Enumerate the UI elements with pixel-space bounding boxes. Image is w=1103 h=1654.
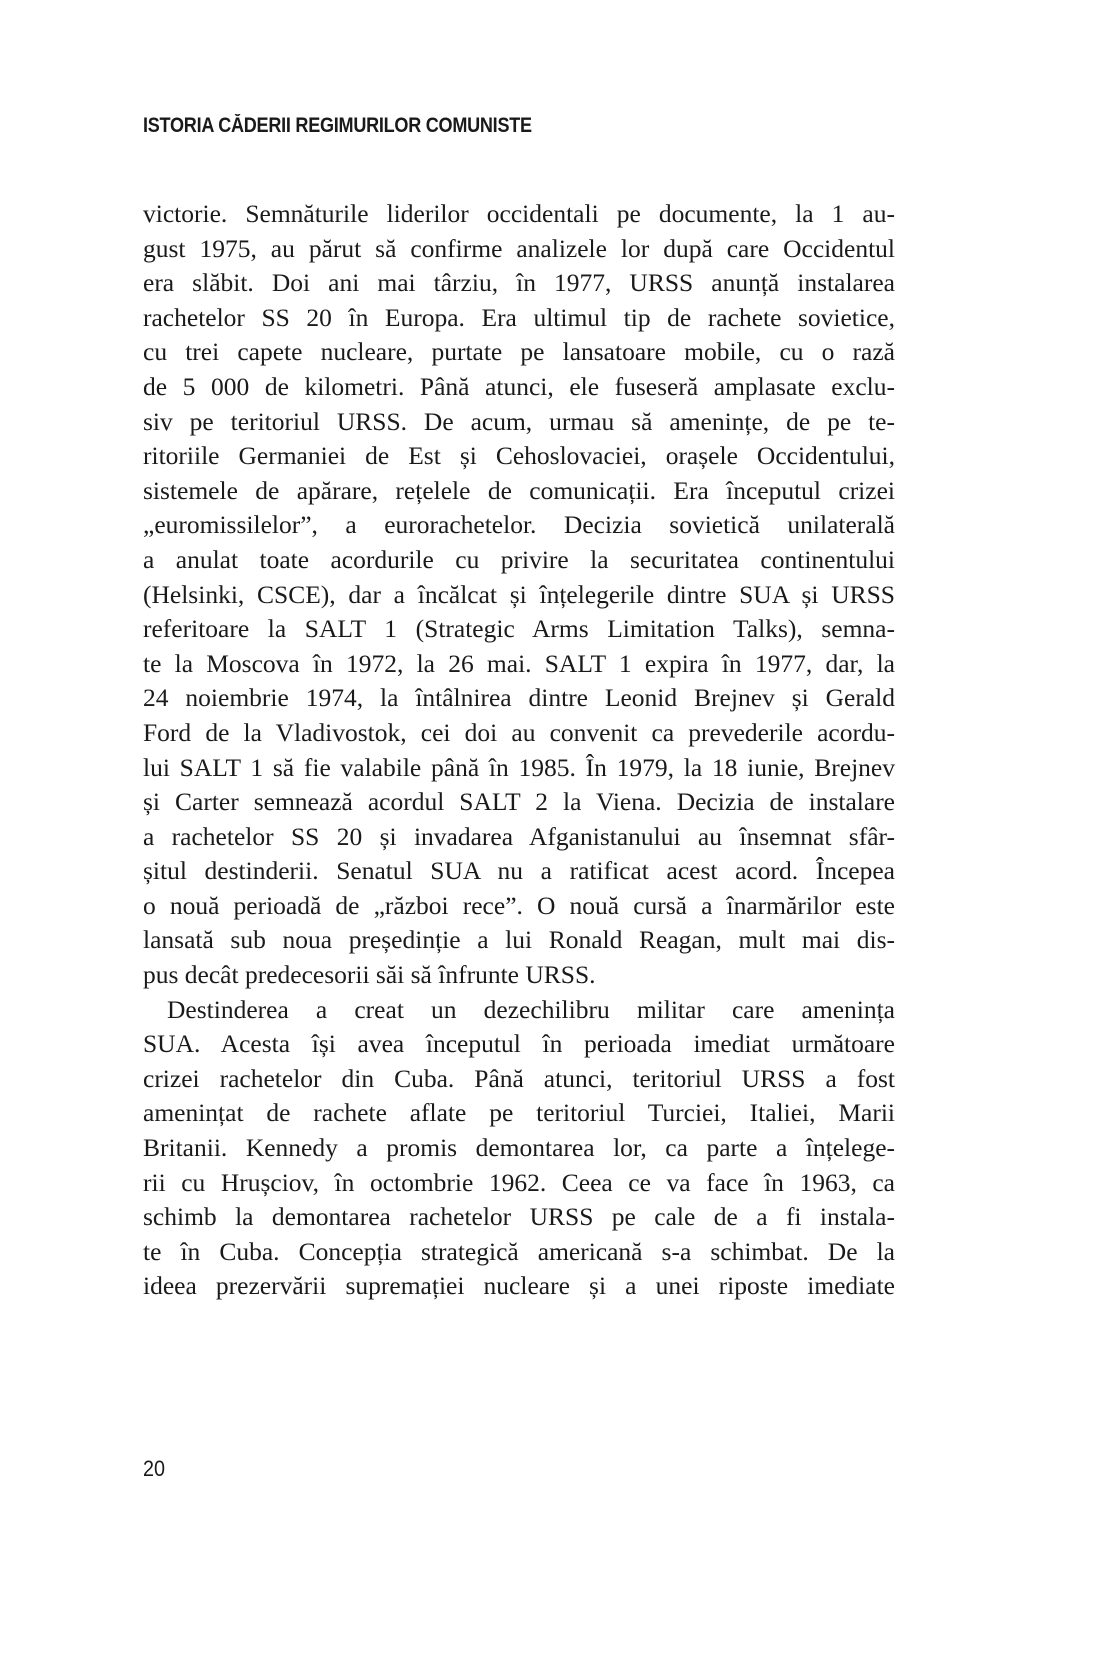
- text-line: crizei rachetelor din Cuba. Până atunci, teritoriul URSS a fost: [143, 1063, 895, 1093]
- text-line: (Helsinki, CSCE), dar a încălcat și înțelegerile dintre SUA și URSS: [143, 579, 895, 609]
- running-head-title: ISTORIA CĂDERII REGIMURILOR COMUNISTE: [143, 114, 532, 137]
- text-line: siv pe teritoriul URSS. De acum, urmau să amenințe, de pe te-: [143, 406, 895, 436]
- text-line: și Carter semnează acordul SALT 2 la Viena. Decizia de instalare: [143, 787, 895, 817]
- text-line: lansată sub noua președinție a lui Ronald Reagan, mult mai dis-: [143, 925, 895, 955]
- text-line: cu trei capete nucleare, purtate pe lansatoare mobile, cu o rază: [143, 337, 895, 367]
- text-line: rii cu Hrușciov, în octombrie 1962. Ceea ce va face în 1963, ca: [143, 1167, 895, 1197]
- text-line: Britanii. Kennedy a promis demontarea lor, ca parte a înțelege-: [143, 1133, 895, 1163]
- text-line: era slăbit. Doi ani mai târziu, în 1977, URSS anunță instalarea: [143, 268, 895, 298]
- text-line: te în Cuba. Concepția strategică americană s-a schimbat. De la: [143, 1236, 895, 1266]
- text-line: ritoriile Germaniei de Est și Cehoslovaciei, orașele Occidentului,: [143, 441, 895, 471]
- text-line: SUA. Acesta își avea începutul în perioada imediat următoare: [143, 1029, 895, 1059]
- text-line: șitul destinderii. Senatul SUA nu a ratificat acest acord. Începea: [143, 856, 895, 886]
- text-line: „euromissilelor”, a eurorachetelor. Decizia sovietică unilaterală: [143, 510, 895, 540]
- text-line: 24 noiembrie 1974, la întâlnirea dintre Leonid Brejnev și Gerald: [143, 683, 895, 713]
- text-line: o nouă perioadă de „război rece”. O nouă cursă a înarmărilor este: [143, 890, 895, 920]
- text-line: gust 1975, au părut să confirme analizele lor după care Occidentul: [143, 233, 895, 263]
- text-line: sistemele de apărare, rețelele de comunicații. Era începutul crizei: [143, 475, 895, 505]
- text-line: pus decât predecesorii săi să înfrunte URSS.: [143, 960, 596, 990]
- text-line: Destinderea a creat un dezechilibru militar care amenința: [167, 994, 895, 1024]
- text-line: a rachetelor SS 20 și invadarea Afganistanului au însemnat sfâr-: [143, 821, 895, 851]
- paragraph-1: [143, 197, 895, 993]
- text-line: amenințat de rachete aflate pe teritoriul Turciei, Italiei, Marii: [143, 1098, 895, 1128]
- text-line: de 5 000 de kilometri. Până atunci, ele fuseseră amplasate exclu-: [143, 371, 895, 401]
- paragraph-2: [143, 993, 895, 1304]
- body-text: [143, 197, 895, 1304]
- text-line: lui SALT 1 să fie valabile până în 1985. În 1979, la 18 iunie, Brejnev: [143, 752, 895, 782]
- text-line: a anulat toate acordurile cu privire la securitatea continentului: [143, 544, 895, 574]
- text-line: schimb la demontarea rachetelor URSS pe cale de a fi instala-: [143, 1202, 895, 1232]
- text-line: te la Moscova în 1972, la 26 mai. SALT 1 expira în 1977, dar, la: [143, 648, 895, 678]
- text-line: ideea prezervării supremației nucleare și a unei riposte imediate: [143, 1271, 895, 1301]
- page-number: 20: [143, 1456, 166, 1481]
- text-line: referitoare la SALT 1 (Strategic Arms Limitation Talks), semna-: [143, 614, 895, 644]
- text-line: rachetelor SS 20 în Europa. Era ultimul tip de rachete sovietice,: [143, 302, 895, 332]
- text-line: victorie. Semnăturile liderilor occidentali pe documente, la 1 au-: [143, 199, 895, 228]
- text-line: Ford de la Vladivostok, cei doi au convenit ca prevederile acordu-: [143, 717, 895, 747]
